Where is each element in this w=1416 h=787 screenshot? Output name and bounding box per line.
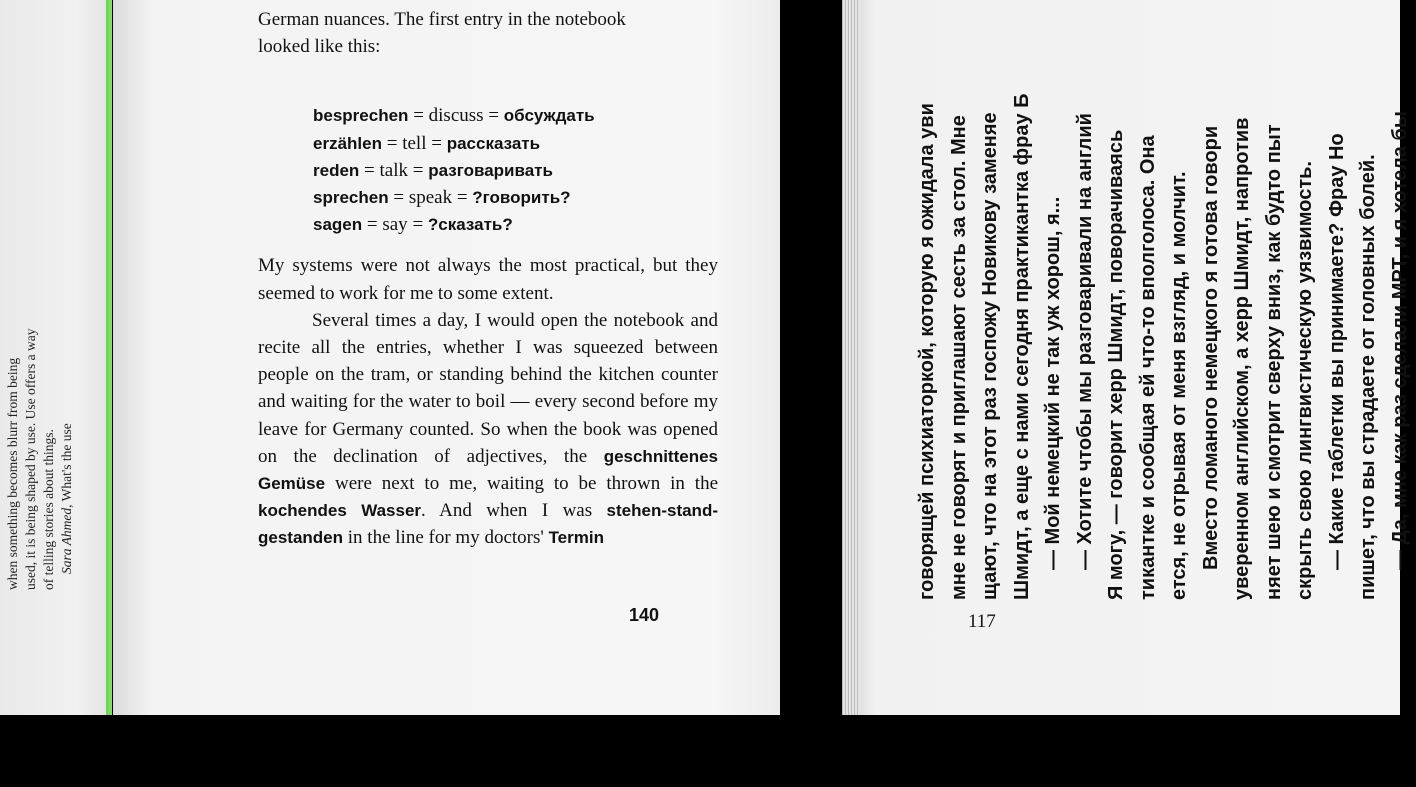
- text-line: — Какие таблетки вы принимаете? Фрау Но: [1325, 133, 1348, 570]
- vocab-german: sagen: [313, 215, 363, 235]
- vocab-german: besprechen: [313, 106, 409, 126]
- vocab-russian: ?говорить?: [472, 187, 571, 207]
- page-number: 117: [968, 611, 996, 632]
- right-page: [842, 0, 1411, 715]
- page-number: 140: [629, 605, 660, 625]
- vocab-russian: рассказать: [446, 133, 541, 153]
- text-line: — Мой немецкий не так уж хорош, я...: [1042, 196, 1064, 570]
- text-line: — Да, мне как раз сделали МРТ, и я хотела бы: [1388, 111, 1411, 570]
- page-stack-edge: [842, 0, 860, 715]
- text-line: — Хотите чтобы мы разговаривали на англий: [1073, 113, 1096, 570]
- vocab-english: discuss: [428, 105, 484, 127]
- german-term: geschnittenes Gemüse: [258, 446, 718, 493]
- quote-author: Sara Ahmed: [59, 507, 74, 574]
- vocab-list: [313, 102, 718, 238]
- vocab-entry: reden = talk = разговаривать: [313, 159, 553, 181]
- german-term: kochendes Wasser: [258, 501, 422, 521]
- text-line: щают, что на этот раз госпожу Новикову заменяе: [979, 112, 1001, 600]
- vocab-entry: besprechen = discuss = обсуждать: [313, 105, 595, 127]
- text-line: уверенном английском, а херр Шмидт, напротив: [1231, 117, 1253, 600]
- vocab-german: reden: [313, 160, 360, 180]
- vocab-russian: разговаривать: [428, 160, 553, 180]
- intro-line: German nuances. The first entry in the notebook: [258, 9, 626, 30]
- intro-line: looked like this:: [258, 36, 381, 58]
- vocab-german: erzählen: [313, 133, 382, 153]
- vocab-english: talk: [379, 159, 409, 181]
- vocab-english: speak: [408, 186, 453, 208]
- german-term: Termin: [548, 528, 604, 548]
- text-line: ется, не отрывая от меня взгляд, и молчит.: [1168, 171, 1190, 600]
- green-spine-edge: [106, 0, 112, 715]
- paragraph-text: were next to me, waiting to be thrown in the: [325, 472, 718, 494]
- paragraph-notebook: [258, 307, 718, 552]
- quote-attribution: [58, 300, 76, 590]
- center-page-body: [258, 0, 718, 552]
- text-line: няет шею и смотрит сверху вниз, как будто пыт: [1262, 124, 1285, 600]
- vocab-english: say: [382, 214, 408, 236]
- paragraph-text: Several times a day, I would open the notebook and recite all the entries, whether I was squeezed between people on the tram, or standing behind the kitchen counter and waiting for the water to boil — every second before my leave for Germany counted. So when the book was opened on the declination of adjectives, the: [258, 309, 718, 467]
- text-line: Вместо ломаного немецкого я готова говори: [1199, 125, 1222, 570]
- text-line: Шмидт, а еще с нами сегодня практикантка фрау Б: [1010, 93, 1033, 600]
- vocab-entry: sagen = say = ?сказать?: [313, 214, 513, 236]
- vocab-german: sprechen: [313, 187, 389, 207]
- text-line: пишет, что вы страдаете от головных болей.: [1357, 154, 1379, 600]
- vocab-english: tell: [402, 132, 427, 154]
- right-page-text: [912, 93, 1416, 600]
- text-line: тикантке и сообщая ей что-то вполголоса. Она: [1136, 135, 1159, 600]
- text-line: Я могу, — говорит херр Шмидт, поворачиваясь: [1105, 129, 1127, 600]
- text-line: мне не говорят и приглашают сесть за стол. Мне: [947, 115, 970, 600]
- vocab-entry: erzählen = tell = рассказать: [313, 132, 541, 154]
- paragraph-text: in the line for my doctors': [343, 527, 549, 549]
- center-page: [113, 0, 780, 715]
- vocab-entry: sprechen = speak = ?говорить?: [313, 186, 571, 208]
- paragraph-text: . And when I was: [421, 500, 607, 522]
- left-page: [0, 0, 112, 715]
- quote-line: used, it is being shaped by use. Use offers a way: [23, 328, 38, 590]
- paragraph-systems: My systems were not always the most practical, but they seemed to work for me to some extent.: [258, 255, 718, 304]
- text-line: говорящей психиаторкой, которую я ожидала уви: [916, 103, 938, 600]
- quote-work: , What's the use: [59, 423, 74, 508]
- text-line: скрыть свою лингвистическую уязвимость.: [1294, 161, 1316, 600]
- quote-line: when something becomes blurr from being: [5, 357, 20, 590]
- gutter-gap: [780, 0, 842, 715]
- vocab-russian: ?сказать?: [427, 215, 513, 235]
- vocab-russian: обсуждать: [503, 106, 595, 126]
- left-page-quote: [4, 300, 76, 590]
- quote-line: of telling stories about things.: [41, 429, 56, 590]
- german-term: stehen-stand-gestanden: [258, 501, 718, 548]
